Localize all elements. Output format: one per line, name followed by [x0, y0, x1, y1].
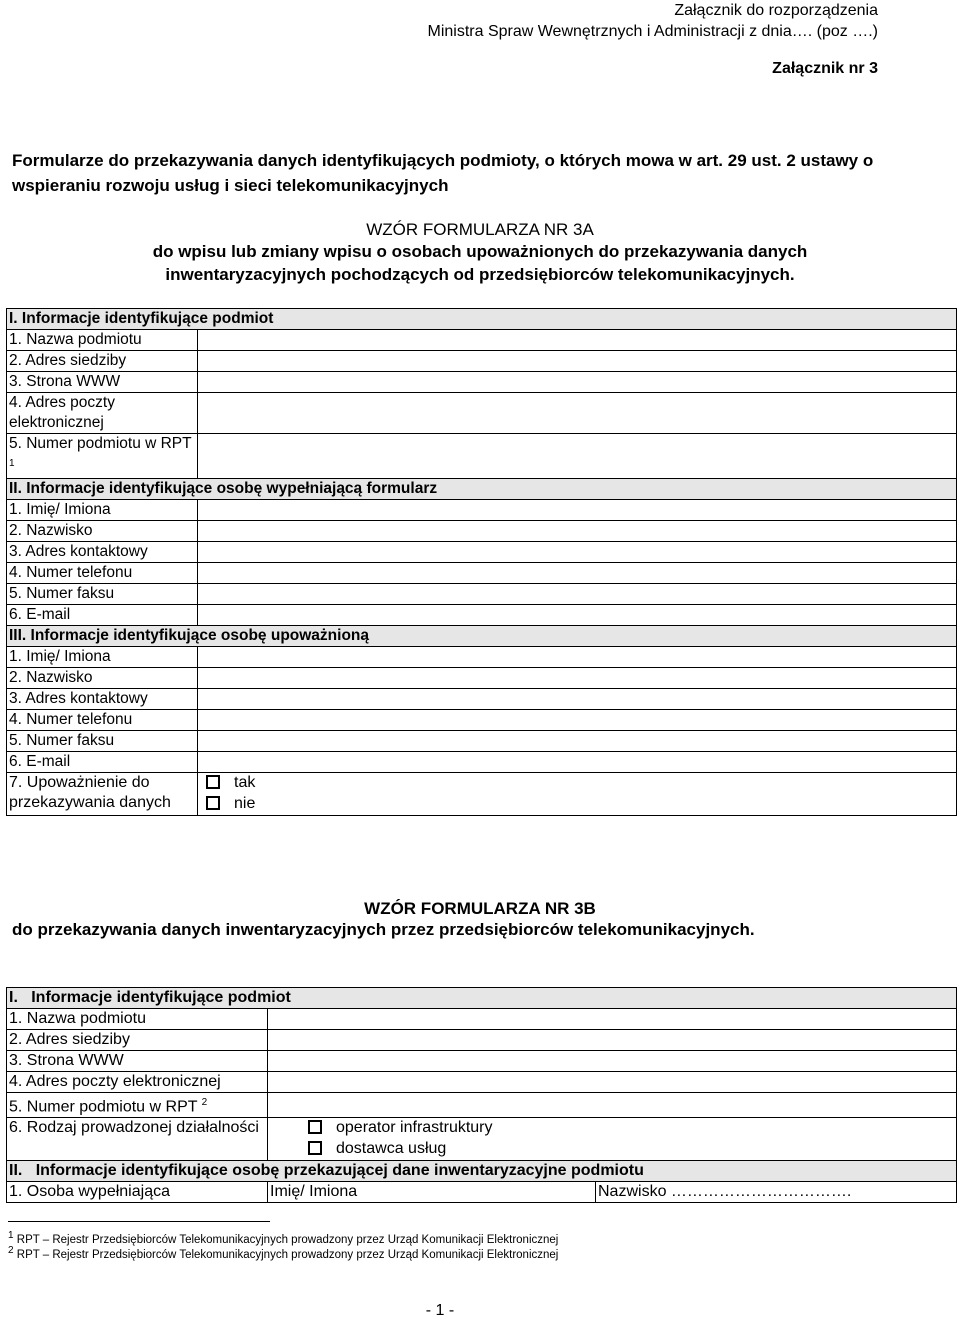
- input-cell[interactable]: [198, 689, 957, 710]
- option-service-provider[interactable]: [302, 1139, 956, 1160]
- input-cell[interactable]: [198, 752, 957, 773]
- input-cell[interactable]: [198, 434, 957, 479]
- row-label: 4. Numer telefonu: [7, 710, 198, 731]
- input-cell[interactable]: [198, 330, 957, 351]
- row-label: 6. E-mail: [7, 752, 198, 773]
- input-cell[interactable]: [198, 605, 957, 626]
- input-cell[interactable]: [268, 1051, 957, 1072]
- row-label: 4. Adres poczty elektronicznej: [7, 393, 198, 434]
- form-3a-desc-line1: do wpisu lub zmiany wpisu o osobach upoważnionych do przekazywania danych: [152, 242, 808, 261]
- first-name-cell[interactable]: Imię/ Imiona: [268, 1182, 596, 1203]
- row-label: 2. Adres siedziby: [7, 1030, 268, 1051]
- section-1-heading: [7, 988, 957, 1009]
- annex-line-2: Ministra Spraw Wewnętrznych i Administracji z dnia…. (poz ….): [427, 23, 878, 40]
- input-cell[interactable]: [268, 1072, 957, 1093]
- option-nie[interactable]: [200, 794, 956, 815]
- input-cell[interactable]: [198, 647, 957, 668]
- input-cell[interactable]: [198, 521, 957, 542]
- checkbox-icon[interactable]: [206, 796, 220, 810]
- row-label-text: 5. Numer podmiotu w RPT: [9, 1098, 198, 1116]
- page-number: - 1 -: [425, 1302, 455, 1319]
- input-cell[interactable]: [268, 1009, 957, 1030]
- row-label: 4. Numer telefonu: [7, 563, 198, 584]
- row-label: 4. Adres poczty elektronicznej: [7, 1072, 268, 1093]
- form-3a-desc-line2: inwentaryzacyjnych pochodzących od przedsiębiorców telekomunikacyjnych.: [165, 265, 795, 284]
- row-label: 1. Imię/ Imiona: [7, 500, 198, 521]
- input-cell[interactable]: [268, 1093, 957, 1118]
- row-label: 5. Numer faksu: [7, 584, 198, 605]
- annex-line-1: Załącznik do rozporządzenia: [674, 2, 878, 19]
- row-label: [7, 434, 198, 479]
- annex-number: Załącznik nr 3: [772, 60, 878, 77]
- input-cell[interactable]: [198, 542, 957, 563]
- footnote-text: RPT – Rejestr Przedsiębiorców Telekomunikacyjnych prowadzony przez Urząd Komunikacji Elektronicznej: [13, 1248, 559, 1261]
- section-2-heading: II. Informacje identyfikujące osobę wypełniającą formularz: [7, 479, 957, 500]
- option-tak[interactable]: [200, 773, 956, 794]
- footnote-number: 2: [8, 1245, 14, 1256]
- option-label: nie: [234, 795, 256, 813]
- authorization-options: [198, 773, 957, 816]
- checkbox-icon[interactable]: [308, 1120, 322, 1134]
- authorization-label: 7. Upoważnienie do przekazywania danych: [7, 773, 198, 816]
- section-title: Informacje identyfikujące osobę przekazującej dane inwentaryzacyjne podmiotu: [35, 1162, 644, 1180]
- section-title: Informacje identyfikujące podmiot: [31, 989, 291, 1006]
- row-label: 1. Nazwa podmiotu: [7, 330, 198, 351]
- section-3-heading: III. Informacje identyfikujące osobę upoważnioną: [7, 626, 957, 647]
- row-label: 6. E-mail: [7, 605, 198, 626]
- form-3a-name: WZÓR FORMULARZA NR 3A: [366, 220, 594, 239]
- footnote-ref: 1: [9, 458, 15, 469]
- option-label: tak: [234, 774, 256, 792]
- input-cell[interactable]: [198, 731, 957, 752]
- input-cell[interactable]: [198, 584, 957, 605]
- row-label: 3. Adres kontaktowy: [7, 542, 198, 563]
- annex-header: [427, 0, 878, 42]
- section-1-heading: I. Informacje identyfikujące podmiot: [7, 309, 957, 330]
- input-cell[interactable]: [268, 1030, 957, 1051]
- row-label: 3. Strona WWW: [7, 1051, 268, 1072]
- footnote-divider: [8, 1221, 270, 1222]
- activity-options: [268, 1118, 957, 1161]
- activity-label: 6. Rodzaj prowadzonej działalności: [7, 1118, 268, 1161]
- input-cell[interactable]: [198, 351, 957, 372]
- last-name-cell[interactable]: Nazwisko …………………………….: [596, 1182, 957, 1203]
- footnote-2: [8, 1243, 558, 1263]
- row-label: 3. Strona WWW: [7, 372, 198, 393]
- row-label-text: 5. Numer podmiotu w RPT: [9, 435, 192, 452]
- row-label: 2. Nazwisko: [7, 521, 198, 542]
- input-cell[interactable]: [198, 500, 957, 521]
- footnote-number: 1: [8, 1230, 14, 1241]
- input-cell[interactable]: [198, 710, 957, 731]
- input-cell[interactable]: [198, 668, 957, 689]
- footnote-text: RPT – Rejestr Przedsiębiorców Telekomunikacyjnych prowadzony przez Urząd Komunikacji Elektronicznej: [13, 1233, 559, 1246]
- input-cell[interactable]: [198, 563, 957, 584]
- row-label: 1. Nazwa podmiotu: [7, 1009, 268, 1030]
- row-label: 5. Numer faksu: [7, 731, 198, 752]
- row-label: 2. Adres siedziby: [7, 351, 198, 372]
- input-cell[interactable]: [198, 393, 957, 434]
- form-3b-name: WZÓR FORMULARZA NR 3B: [364, 899, 596, 918]
- option-label: dostawca usług: [336, 1140, 447, 1158]
- form-3b-table: [6, 987, 957, 1203]
- row-label: 1. Imię/ Imiona: [7, 647, 198, 668]
- section-number: I.: [9, 989, 18, 1006]
- filler-label: 1. Osoba wypełniająca: [7, 1182, 268, 1203]
- section-number: II.: [9, 1162, 23, 1180]
- checkbox-icon[interactable]: [308, 1141, 322, 1155]
- form-3b-description: do przekazywania danych inwentaryzacyjnych przez przedsiębiorców telekomunikacyjnych.: [12, 920, 755, 939]
- option-label: operator infrastruktury: [336, 1119, 493, 1137]
- row-label: [7, 1093, 268, 1118]
- row-label: 2. Nazwisko: [7, 668, 198, 689]
- footnote-ref: 2: [201, 1097, 208, 1108]
- row-label: 3. Adres kontaktowy: [7, 689, 198, 710]
- form-3a-description: [0, 240, 960, 286]
- section-2-heading: [7, 1161, 957, 1182]
- checkbox-icon[interactable]: [206, 775, 220, 789]
- document-title: Formularze do przekazywania danych identyfikujących podmioty, o których mowa w art. 29 ust. 2 ustawy o wspieraniu rozwoju usług i sieci telekomunikacyjnych: [12, 151, 874, 195]
- form-3a-table: [6, 308, 957, 816]
- input-cell[interactable]: [198, 372, 957, 393]
- option-operator[interactable]: [302, 1118, 956, 1139]
